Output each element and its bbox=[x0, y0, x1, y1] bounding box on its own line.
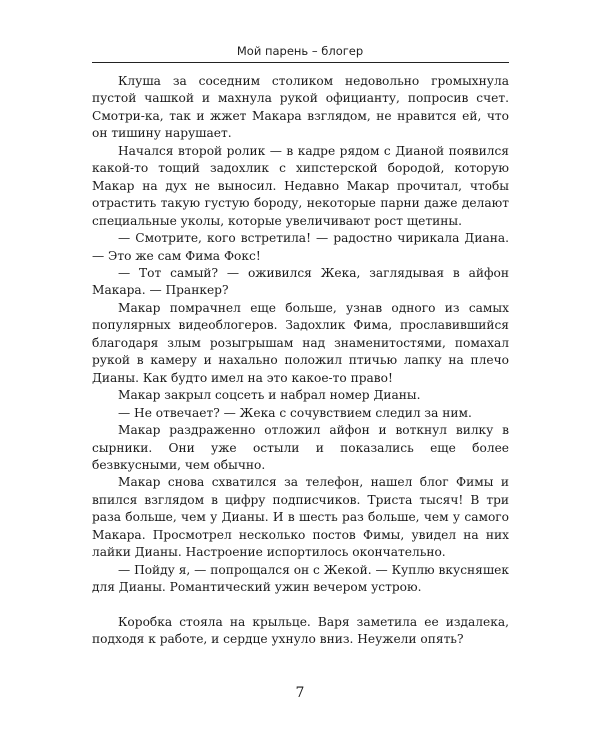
page-number: 7 bbox=[295, 685, 305, 701]
paragraph: Макар раздраженно отложил айфон и воткнул вилку в сырники. Они уже остыли и показались еще более безвкусными, чем обычно. bbox=[92, 423, 509, 472]
paragraph: Начался второй ролик — в кадре рядом с Дианой появился какой-то тощий задохлик с хипстерской бородой, которую Макар на дух не выносил. Недавно Макар прочитал, чтобы отрастить такую густую бороду, некоторые парни даже делают специальные уколы, которые увеличивают рост щетины. bbox=[92, 143, 509, 228]
paragraph-new-section: Коробка стояла на крыльце. Варя заметила ее издалека, подходя к работе, и сердце ухнуло вниз. Неужели опять? bbox=[92, 615, 509, 647]
page-body-text bbox=[92, 73, 509, 649]
running-head-title: Мой парень – блогер bbox=[236, 44, 364, 58]
paragraph: Макар закрыл соцсеть и набрал номер Дианы. bbox=[118, 388, 421, 403]
header-rule bbox=[92, 62, 509, 63]
paragraph: — Пойду я, — попрощался он с Жекой. — Куплю вкусняшек для Дианы. Романтический ужин вечером устрою. bbox=[92, 562, 509, 595]
paragraph: Макар помрачнел еще больше, узнав одного из самых популярных видеоблогеров. Задохлик Фима, прославившийся благодаря злым розыгрышам над знаменитостями, помахал рукой в камеру и нахально положил птичью лапку на плечо Дианы. Как будто имел на это какое-то право! bbox=[92, 300, 509, 385]
paragraph: — Не отвечает? — Жека с сочувствием следил за ним. bbox=[118, 405, 472, 420]
paragraph: Клуша за соседним столиком недовольно громыхнула пустой чашкой и махнула рукой официанту, попросив счет. Смотри-ка, так и жжет Макара взглядом, не нравится ей, что он тишину нарушает. bbox=[92, 74, 509, 141]
paragraph: — Смотрите, кого встретила! — радостно чирикала Диана. — Это же сам Фима Фокс! bbox=[92, 231, 509, 263]
paragraph: — Тот самый? — оживился Жека, заглядывая в айфон Макара. — Пранкер? bbox=[92, 265, 509, 298]
paragraph: Макар снова схватился за телефон, нашел блог Фимы и впился взглядом в цифру подписчиков. Триста тысяч! В три раза больше, чем у Дианы. И в шесть раз больше, чем у самого Макара. Просмотрел несколько постов Фимы, увидел на них лайки Дианы. Настроение испортилось окончательно. bbox=[92, 475, 509, 560]
